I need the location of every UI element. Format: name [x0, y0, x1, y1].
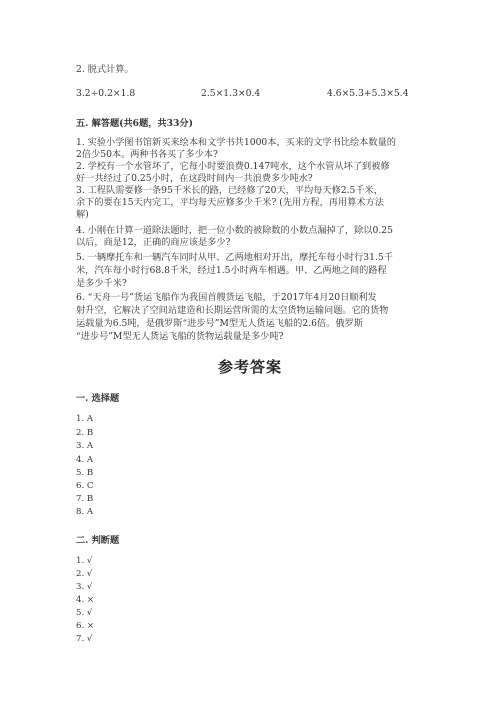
answers-title: 参考答案: [217, 358, 282, 376]
answer-item: 8. A: [76, 507, 94, 517]
problem-line: 5. 一辆摩托车和一辆汽车同时从甲、乙两地相对开出，摩托车每小时行31.5千: [76, 252, 393, 263]
problem-line: “进步号”M型无人货运飞船的货物运载量是多少吨?: [76, 331, 284, 342]
answer-item: 4. A: [76, 455, 94, 465]
answer-item: 1. √: [76, 556, 93, 566]
problem-line: 1. 实验小学图书馆新买来绘本和文学书共1000本，买来的文学书比绘本数量的: [76, 137, 396, 148]
problem-line: 射升空，它解决了空间站建造和长期运营所需的太空货物运输问题。它的货物: [76, 305, 389, 316]
section5-heading: 五. 解答题(共6题，共33分): [76, 118, 193, 129]
problem-line: 2倍少50本。两种书各买了多少本?: [76, 149, 218, 160]
problem-line: 米，汽车每小时行68.8千米，经过1.5小时两车相遇。甲、乙两地之间的路程: [76, 265, 387, 276]
answers-section2-heading: 二. 判断题: [76, 535, 120, 546]
problem-line: 好一共经过了0.25小时，在这段时间内一共浪费多少吨水?: [76, 173, 313, 184]
problem-line: 3. 工程队需要修一条95千米长的路，已经修了20天，平均每天修2.5千米，: [76, 185, 383, 196]
answer-item: 5. √: [76, 608, 93, 618]
problem-line: 2. 学校有一个水管坏了，它每小时要浪费0.147吨水，这个水管从坏了到被修: [76, 161, 390, 172]
answers-section1-heading: 一. 选择题: [76, 393, 120, 404]
answer-item: 6. C: [76, 481, 94, 491]
answer-item: 2. B: [76, 428, 94, 438]
answer-item: 4. ×: [76, 595, 95, 605]
answer-item: 7. B: [76, 494, 94, 504]
problem-line: 余下的要在15天内完工，平均每天应修多少千米? (先用方程，再用算术方法: [76, 197, 384, 208]
answer-item: 7. √: [76, 634, 93, 644]
calc-item-2: 2.5×1.3×0.4: [201, 88, 261, 99]
problem-line: 运载量为6.5吨，是俄罗斯“进步号”M型无人货运飞船的2.6倍。俄罗斯: [76, 318, 363, 329]
calc-heading: 2. 脱式计算。: [76, 64, 134, 75]
answer-item: 5. B: [76, 468, 94, 478]
problem-line: 是多少千米?: [76, 278, 127, 289]
calc-item-1: 3.2÷0.2×1.8: [76, 88, 136, 99]
calc-item-3: 4.6×5.3+5.3×5.4: [327, 88, 409, 99]
answer-item: 3. A: [76, 441, 94, 451]
answer-item: 6. ×: [76, 621, 95, 631]
problem-line: 4. 小刚在计算一道除法题时，把一位小数的被除数的小数点漏掉了，除以0.25: [76, 225, 393, 236]
problem-line: 6. “天舟一号”货运飞船作为我国首艘货运飞船，于2017年4月20日顺利发: [76, 292, 377, 303]
problem-line: 解): [76, 209, 89, 220]
problem-line: 以后，商是12，正确的商应该是多少?: [76, 237, 231, 248]
answer-item: 1. A: [76, 414, 94, 424]
answer-item: 2. √: [76, 569, 93, 579]
answer-item: 3. √: [76, 582, 93, 592]
